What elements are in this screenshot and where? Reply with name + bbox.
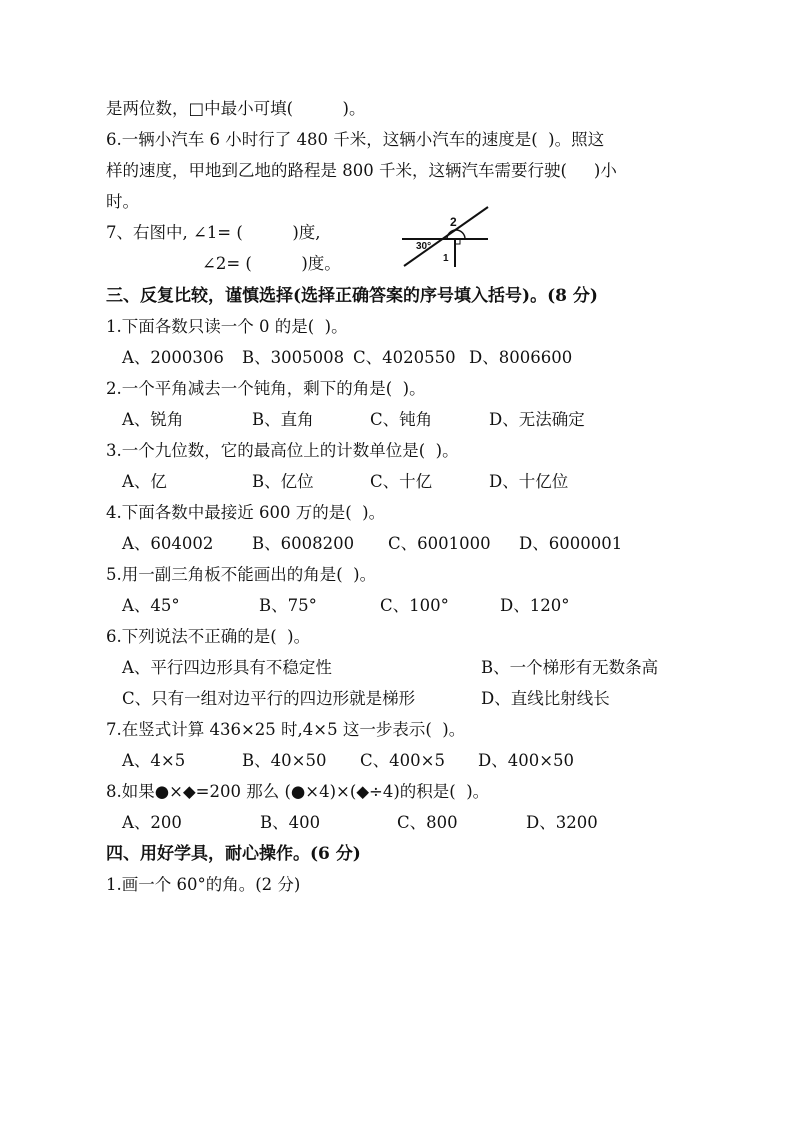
s4-question-1: 1.画一个 60°的角。(2 分) [106,875,301,894]
s3-q5-option-c: C、100° [380,596,449,615]
q7-line-1: 7、右图中, ∠1= ( )度, [106,223,321,242]
s3-q8-option-d: D、3200 [526,813,598,832]
s3-q2-option-a: A、锐角 [122,410,184,429]
s3-q2-option-b: B、直角 [252,410,314,429]
s3-q6-option-c: C、只有一组对边平行的四边形就是梯形 [122,689,416,708]
angle-label-2: 2 [450,215,457,229]
section-4-title: 四、用好学具，耐心操作。(6 分) [106,844,361,864]
s3-q1-option-b: B、3005008 [242,348,345,367]
s3-q5-option-d: D、120° [500,596,570,615]
s3-question-7: 7.在竖式计算 436×25 时,4×5 这一步表示( )。 [106,720,466,739]
s3-q1-option-d: D、8006600 [469,348,573,367]
s3-q5-option-b: B、75° [259,596,317,615]
section-3-title: 三、反复比较，谨慎选择(选择正确答案的序号填入括号)。(8 分) [106,286,598,306]
s3-q2-option-c: C、钝角 [370,410,433,429]
s3-question-3: 3.一个九位数，它的最高位上的计数单位是( )。 [106,441,459,460]
s3-question-1: 1.下面各数只读一个 0 的是( )。 [106,317,348,336]
s3-q7-option-a: A、4×5 [122,751,186,770]
s3-q4-option-b: B、6008200 [252,534,355,553]
s3-q7-option-c: C、400×5 [360,751,445,770]
s3-q1-option-c: C、4020550 [353,348,456,367]
s3-q7-option-b: B、40×50 [242,751,327,770]
s3-question-4: 4.下面各数中最接近 600 万的是( )。 [106,503,386,522]
s3-question-6: 6.下列说法不正确的是( )。 [106,627,311,646]
angle-label-1: 1 [443,253,449,264]
s3-q8-option-b: B、400 [260,813,321,832]
s3-q3-option-a: A、亿 [122,472,167,491]
s3-q6-option-a: A、平行四边形具有不稳定性 [122,658,332,677]
s3-q3-option-c: C、十亿 [370,472,433,491]
q6-line-3: 时。 [106,192,139,211]
s3-q6-option-d: D、直线比射线长 [481,689,610,708]
s3-q8-option-a: A、200 [122,813,182,832]
q5-tail: 是两位数，□中最小可填( )。 [106,99,366,118]
s3-q4-option-c: C、6001000 [388,534,491,553]
s3-q4-option-a: A、604002 [122,534,214,553]
s3-q3-option-d: D、十亿位 [489,472,569,491]
s3-question-5: 5.用一副三角板不能画出的角是( )。 [106,565,377,584]
q6-line-2: 样的速度，甲地到乙地的路程是 800 千米，这辆汽车需要行驶( )小 [106,161,617,180]
s3-question-8: 8.如果●×◆=200 那么 (●×4)×(◆÷4)的积是( )。 [106,782,490,801]
s3-q5-option-a: A、45° [122,596,180,615]
q7-line-2: ∠2= ( )度。 [202,254,341,273]
s3-q7-option-d: D、400×50 [478,751,575,770]
s3-question-2: 2.一个平角减去一个钝角，剩下的角是( )。 [106,379,426,398]
angle-label-30: 30° [416,241,432,252]
s3-q2-option-d: D、无法确定 [489,410,585,429]
angle-diagram [398,203,490,269]
s3-q1-option-a: A、2000306 [122,348,224,367]
s3-q4-option-d: D、6000001 [519,534,623,553]
s3-q3-option-b: B、亿位 [252,472,314,491]
s3-q8-option-c: C、800 [397,813,458,832]
q6-line-1: 6.一辆小汽车 6 小时行了 480 千米，这辆小汽车的速度是( )。照这 [106,130,605,149]
s3-q6-option-b: B、一个梯形有无数条高 [481,658,659,677]
